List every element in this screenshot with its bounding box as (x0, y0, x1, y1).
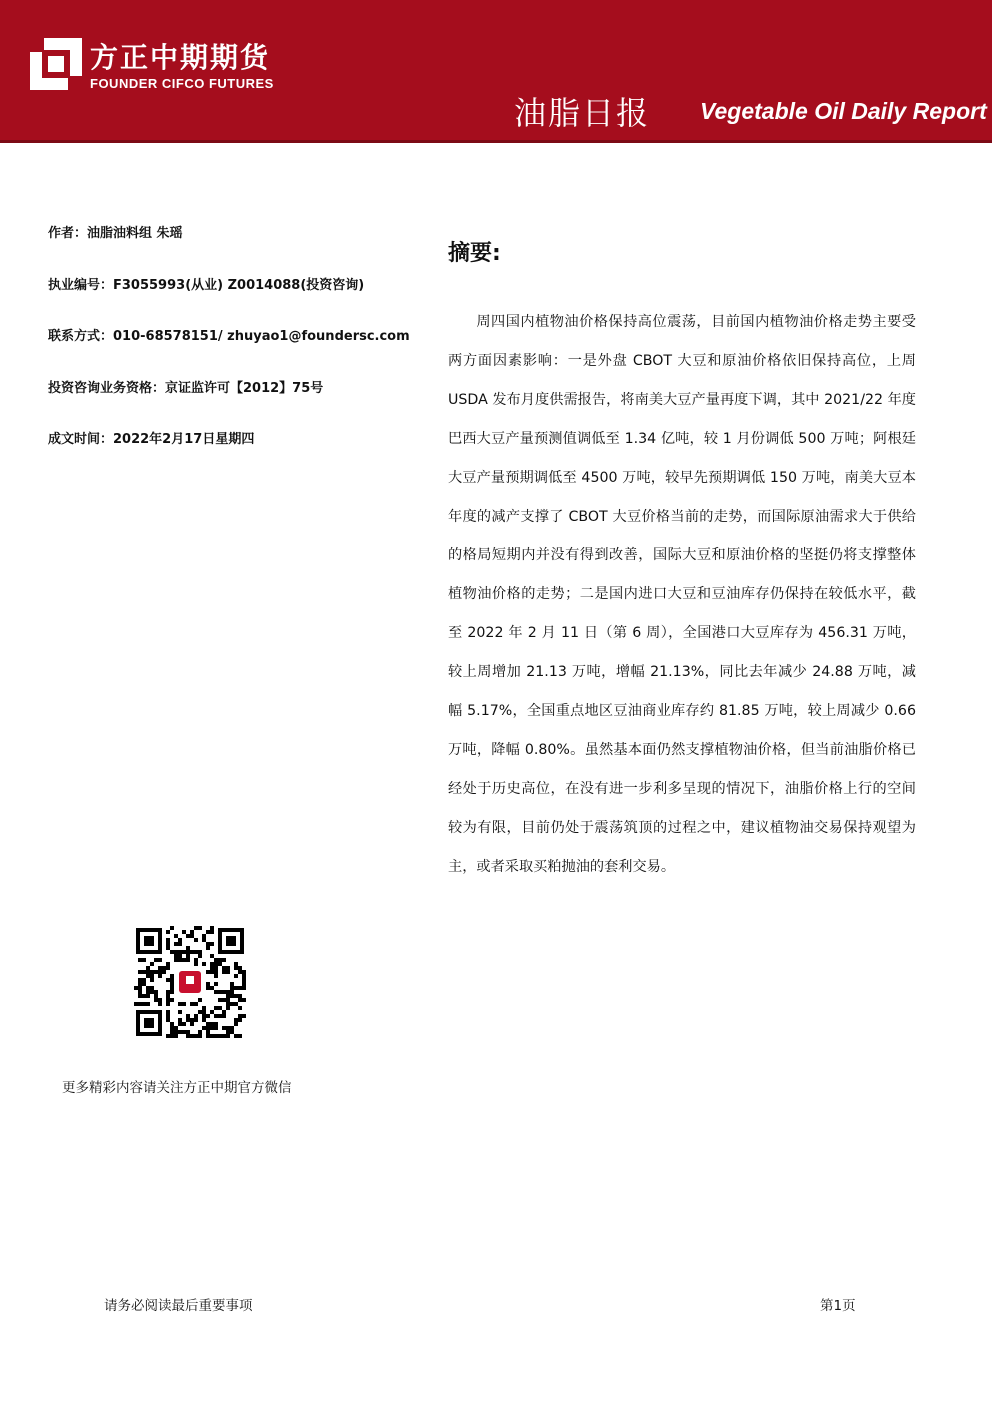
founder-logo-icon (30, 38, 82, 90)
summary-body: 周四国内植物油价格保持高位震荡，目前国内植物油价格走势主要受两方面因素影响：一是外盘 CBOT 大豆和原油价格依旧保持高位，上周 USDA 发布月度供需报告，将南美大豆产量再度下调，其中 2021/22 年度巴西大豆产量预测值调低至 1.34 亿吨，较 1 月份调低 500 万吨；阿根廷大豆产量预期调低至 4500 万吨，较早先预期调低 150 万吨，南美大豆本年度的减产支撑了 CBOT 大豆价格当前的走势，而国际原油需求大于供给的格局短期内并没有得到改善，国际大豆和原油价格的坚挺仍将支撑整体植物油价格的走势；二是国内进口大豆和豆油库存仍保持在较低水平，截至 2022 年 2 月 11 日（第 6 周），全国港口大豆库存为 456.31 万吨，较上周增加 21.13 万吨，增幅 21.13%，同比去年减少 24.88 万吨，减幅 5.17%，全国重点地区豆油商业库存约 81.85 万吨，较上周减少 0.66 万吨，降幅 0.80%。虽然基本面仍然支撑植物油价格，但当前油脂价格已经处于历史高位，在没有进一步利多呈现的情况下，油脂价格上行的空间较为有限，目前仍处于震荡筑顶的过程之中，建议植物油交易保持观望为主，或者采取买粕抛油的套利交易。 (448, 314, 916, 875)
wechat-qr-code-icon (134, 926, 246, 1038)
summary-title: 摘要: (448, 241, 501, 266)
header-divider (0, 140, 992, 143)
footer-notice: 请务必阅读最后重要事项 (104, 1298, 253, 1314)
page-number: 第1页 (820, 1298, 856, 1314)
author-line: 作者：油脂油料组 朱瑶 (48, 226, 183, 241)
report-title-en: Vegetable Oil Daily Report (700, 98, 987, 124)
company-name-en: FOUNDER CIFCO FUTURES (90, 76, 274, 91)
report-header (0, 0, 992, 140)
date-line: 成文时间：2022年2月17日星期四 (48, 432, 255, 447)
qualification-line: 投资咨询业务资格：京证监许可【2012】75号 (48, 380, 324, 396)
qr-caption: 更多精彩内容请关注方正中期官方微信 (62, 1080, 292, 1096)
company-name-cn: 方正中期期货 (90, 41, 271, 74)
report-title-cn: 油脂日报 (514, 94, 651, 132)
author-info (48, 222, 428, 480)
license-line: 执业编号：F3055993(从业) Z0014088(投资咨询) (48, 277, 365, 293)
contact-line: 联系方式：010-68578151/ zhuyao1@foundersc.com (48, 329, 410, 344)
